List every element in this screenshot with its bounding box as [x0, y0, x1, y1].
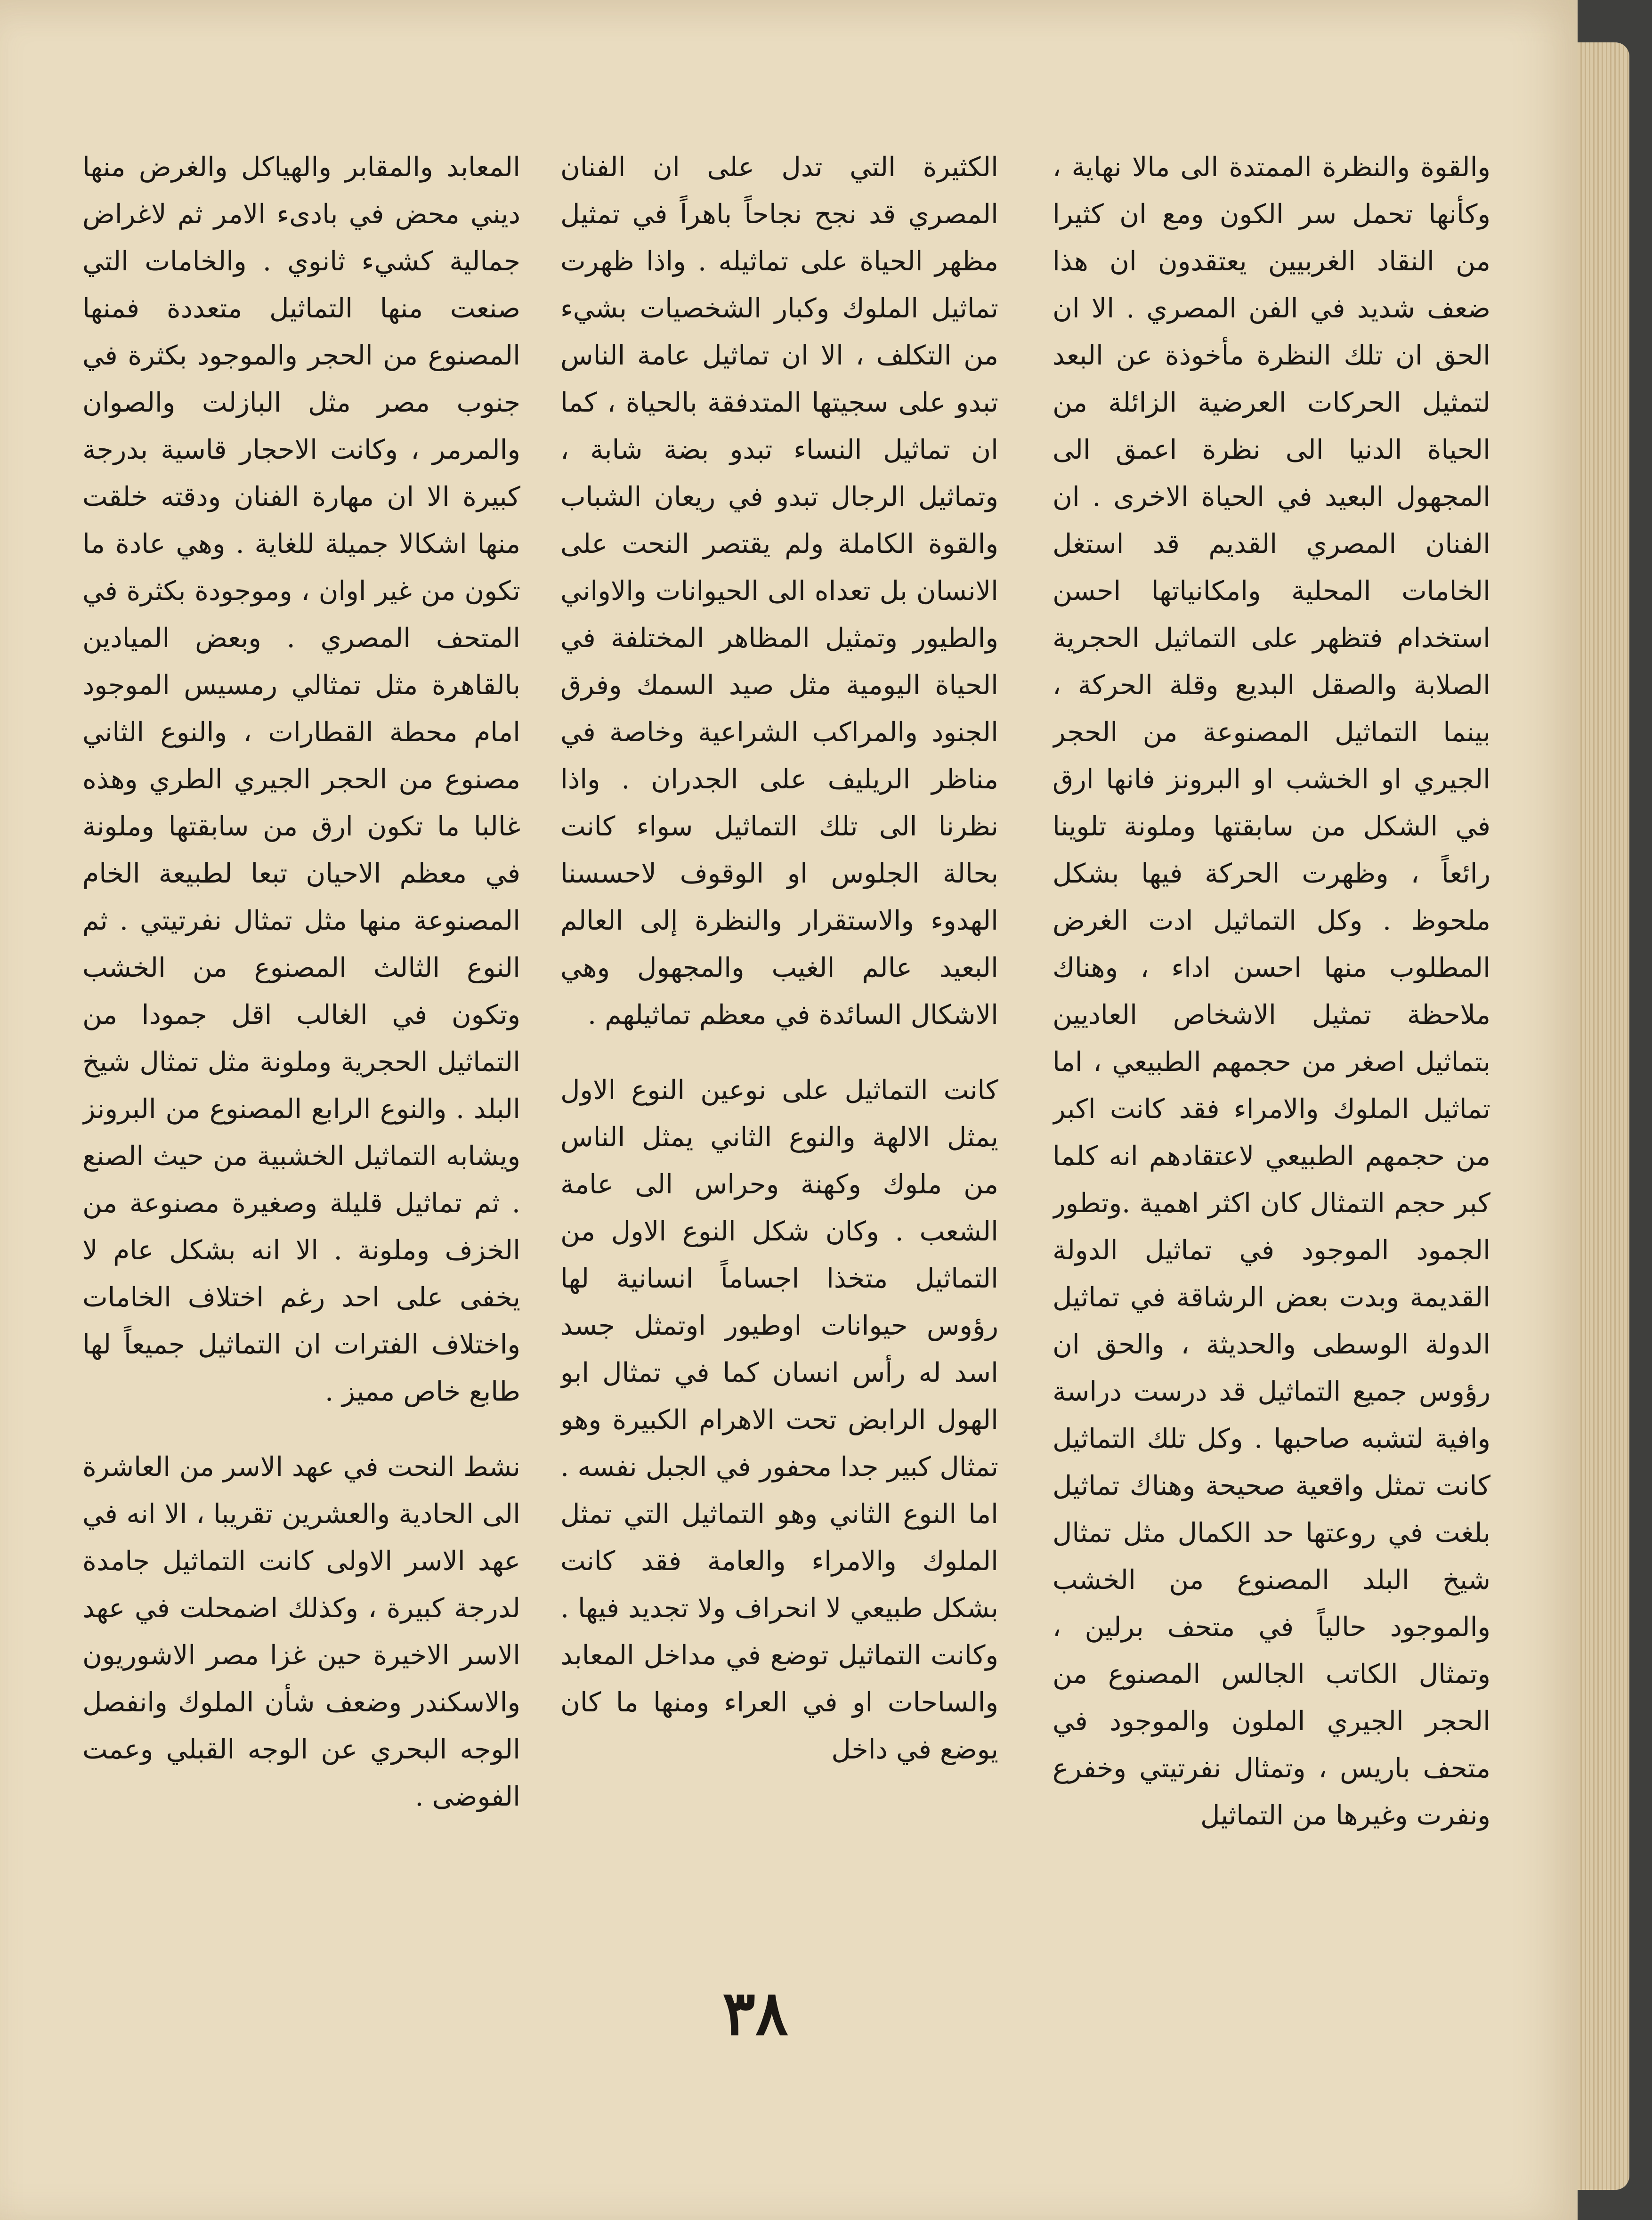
text-column-middle	[560, 144, 998, 2009]
text-column-right	[1053, 144, 1490, 2009]
page-number: ٣٨	[722, 1977, 788, 2049]
page-edge	[1578, 42, 1629, 2190]
paragraph: كانت التماثيل على نوعين النوع الاول يمثل الالهة والنوع الثاني يمثل الناس من ملوك وكهنة وحراس الى عامة الشعب . وكان شكل النوع الاول من التماثيل متخذا اجساماً انسانية لها رؤوس حيوانات اوطيور اوتمثل جسد اسد له رأس انسان كما في تمثال ابو الهول الرابض تحت الاهرام الكبيرة وهو تمثال كبير جدا محفور في الجبل نفسه . اما النوع الثاني وهو التماثيل التي تمثل الملوك والامراء والعامة فقد كانت بشكل طبيعي لا انحراف ولا تجديد فيها . وكانت التماثيل توضع في مداخل المعابد والساحات او في العراء ومنها ما كان يوضع في داخل	[560, 1075, 998, 1765]
paragraph: الكثيرة التي تدل على ان الفنان المصري قد نجح نجاحاً باهراً في تمثيل مظهر الحياة على تماثيله . واذا ظهرت تماثيل الملوك وكبار الشخصيات بشيء من التكلف ، الا ان تماثيل عامة الناس تبدو على سجيتها المتدفقة بالحياة ، كما ان تماثيل النساء تبدو بضة شابة ، وتماثيل الرجال تبدو في ريعان الشباب والقوة الكاملة ولم يقتصر النحت على الانسان بل تعداه الى الحيوانات والاواني والطيور وتمثيل المظاهر المختلفة في الحياة اليومية مثل صيد السمك وفرق الجنود والمراكب الشراعية وخاصة في مناظر الريليف على الجدران . واذا نظرنا الى تلك التماثيل سواء كانت بحالة الجلوس او الوقوف لاحسسنا الهدوء والاستقرار والنظرة إلى العالم البعيد عالم الغيب والمجهول وهي الاشكال السائدة في معظم تماثيلهم .	[560, 152, 998, 1030]
text-column-left	[82, 144, 520, 2009]
paragraph: المعابد والمقابر والهياكل والغرض منها ديني محض في بادىء الامر ثم لاغراض جمالية كشيء ثانوي . والخامات التي صنعت منها التماثيل متعددة فمنها المصنوع من الحجر والموجود بكثرة في جنوب مصر مثل البازلت والصوان والمرمر ، وكانت الاحجار قاسية بدرجة كبيرة الا ان مهارة الفنان ودقته خلقت منها اشكالا جميلة للغاية . وهي عادة ما تكون من غير اوان ، وموجودة بكثرة في المتحف المصري . وبعض الميادين بالقاهرة مثل تمثالي رمسيس الموجود امام محطة القطارات ، والنوع الثاني مصنوع من الحجر الجيري الطري وهذه غالبا ما تكون ارق من سابقتها وملونة في معظم الاحيان تبعا لطبيعة الخام المصنوعة منها مثل تمثال نفرتيتي . ثم النوع الثالث المصنوع من الخشب وتكون في الغالب اقل جمودا من التماثيل الحجرية وملونة مثل تمثال شيخ البلد . والنوع الرابع المصنوع من البرونز ويشابه التماثيل الخشبية من حيث الصنع . ثم تماثيل قليلة وصغيرة مصنوعة من الخزف وملونة . الا انه بشكل عام لا يخفى على احد رغم اختلاف الخامات واختلاف الفترات ان التماثيل جميعاً لها طابع خاص مميز .	[82, 152, 520, 1407]
paragraph: والقوة والنظرة الممتدة الى مالا نهاية ، وكأنها تحمل سر الكون ومع ان كثيرا من النقاد الغربيين يعتقدون ان هذا ضعف شديد في الفن المصري . الا ان الحق ان تلك النظرة مأخوذة عن البعد لتمثيل الحركات العرضية الزائلة من الحياة الدنيا الى نظرة اعمق الى المجهول البعيد في الحياة الاخرى . ان الفنان المصري القديم قد استغل الخامات المحلية وامكانياتها احسن استخدام فتظهر على التماثيل الحجرية الصلابة والصقل البديع وقلة الحركة ، بينما التماثيل المصنوعة من الحجر الجيري او الخشب او البرونز فانها ارق في الشكل من سابقتها وملونة تلوينا رائعاً ، وظهرت الحركة فيها بشكل ملحوظ . وكل التماثيل ادت الغرض المطلوب منها احسن اداء ، وهناك ملاحظة تمثيل الاشخاص العاديين بتماثيل اصغر من حجمهم الطبيعي ، اما تماثيل الملوك والامراء فقد كانت اكبر من حجمهم الطبيعي لاعتقادهم انه كلما كبر حجم التمثال كان اكثر اهمية .وتطور الجمود الموجود في تماثيل الدولة القديمة وبدت بعض الرشاقة في تماثيل الدولة الوسطى والحديثة ، والحق ان رؤوس جميع التماثيل قد درست دراسة وافية لتشبه صاحبها . وكل تلك التماثيل كانت تمثل واقعية صحيحة وهناك تماثيل بلغت في روعتها حد الكمال مثل تمثال شيخ البلد المصنوع من الخشب والموجود حالياً في متحف برلين ، وتمثال الكاتب الجالس المصنوع من الحجر الجيري الملون والموجود في متحف باريس ، وتمثال نفرتيتي وخفرع ونفرت وغيرها من التماثيل	[1053, 152, 1490, 1831]
paragraph: نشط النحت في عهد الاسر من العاشرة الى الحادية والعشرين تقريبا ، الا انه في عهد الاسر الاولى كانت التماثيل جامدة لدرجة كبيرة ، وكذلك اضمحلت في عهد الاسر الاخيرة حين غزا مصر الاشوريون والاسكندر وضعف شأن الملوك وانفصل الوجه البحري عن الوجه القبلي وعمت الفوضى .	[82, 1451, 520, 1812]
